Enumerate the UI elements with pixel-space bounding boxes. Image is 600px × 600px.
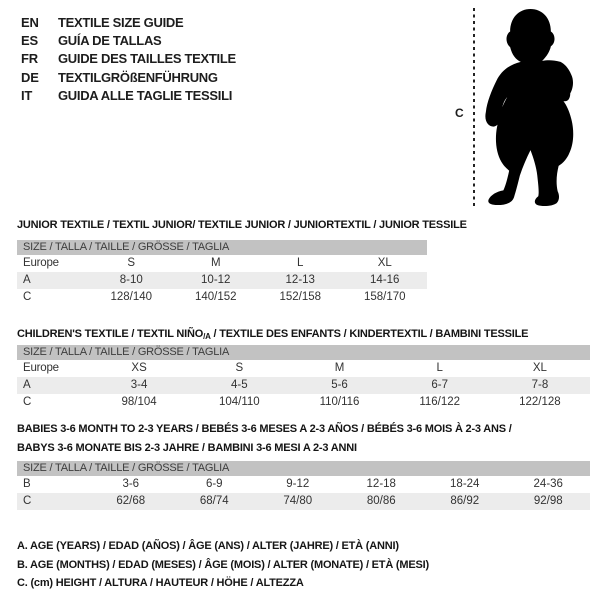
cell-value: 6-7 (431, 379, 449, 391)
lang-label: GUÍA DE TALLAS (58, 32, 162, 48)
table-row (17, 360, 590, 377)
table-row (17, 377, 590, 394)
cell-value: 9-12 (286, 478, 310, 490)
size-table-header: SIZE / TALLA / TAILLE / GRÖSSE / TAGLIA (17, 345, 590, 360)
cell-value: 8-10 (119, 274, 143, 286)
height-measure-label: C (455, 106, 464, 120)
lang-code: IT (21, 87, 33, 103)
row-label: A (23, 274, 31, 286)
cell-value: XL (377, 257, 392, 269)
cell-value: 116/122 (419, 396, 461, 408)
cell-value: S (127, 257, 136, 269)
height-measure-dashed-line (473, 8, 475, 207)
lang-label: TEXTILE SIZE GUIDE (58, 14, 184, 30)
cell-value: 3-6 (122, 478, 140, 490)
size-table-header: SIZE / TALLA / TAILLE / GRÖSSE / TAGLIA (17, 240, 427, 255)
row-label: C (23, 291, 32, 303)
cell-value: 92/98 (533, 495, 563, 507)
cell-value: 24-36 (533, 478, 563, 490)
cell-value: L (436, 362, 443, 374)
title-text: / TEXTILE DES ENFANTS / KINDERTEXTIL / BAMBINI TESSILE (210, 328, 529, 340)
cell-value: XL (532, 362, 547, 374)
cell-value: 152/158 (279, 291, 322, 303)
lang-code: EN (21, 14, 39, 30)
footnote-a: A. AGE (YEARS) / EDAD (AÑOS) / ÂGE (ANS) / ALTER (JAHRE) / ETÀ (ANNI) (17, 540, 399, 552)
table-body (17, 476, 590, 510)
lang-label: GUIDA ALLE TAGLIE TESSILI (58, 87, 233, 103)
cell-value: 7-8 (531, 379, 549, 391)
table-row (17, 289, 427, 306)
cell-value: 3-4 (130, 379, 148, 391)
cell-value: M (334, 362, 345, 374)
cell-value: 74/80 (283, 495, 313, 507)
babies-table-title (17, 421, 512, 456)
children-size-table (17, 345, 590, 411)
cell-value: 12-13 (285, 274, 315, 286)
cell-value: 18-24 (450, 478, 480, 490)
language-legend (21, 13, 236, 104)
title-text: JUNIOR TEXTILE / TEXTIL JUNIOR/ TEXTILE JUNIOR / JUNIORTEXTIL / JUNIOR TESSILE (17, 219, 467, 231)
cell-value: 104/110 (218, 396, 260, 408)
cell-value: 110/116 (319, 396, 360, 408)
title-text: BABIES 3-6 MONTH TO 2-3 YEARS / BEBÉS 3-6 MESES A 2-3 AÑOS / BÉBÉS 3-6 MOIS À 2-3 ANS / (17, 423, 512, 435)
row-label: C (23, 396, 32, 408)
cell-value: 158/170 (363, 291, 406, 303)
lang-row-fr (21, 50, 236, 68)
cell-value: 140/152 (194, 291, 237, 303)
row-label: Europe (23, 257, 59, 269)
row-label: B (23, 478, 31, 490)
table-body (17, 360, 590, 411)
cell-value: 122/128 (519, 396, 561, 408)
cell-value: M (210, 257, 221, 269)
footnotes (17, 537, 429, 593)
cell-value: S (235, 362, 244, 374)
table-row (17, 272, 427, 289)
cell-value: 10-12 (201, 274, 231, 286)
table-row (17, 394, 590, 411)
cell-value: 68/74 (199, 495, 229, 507)
children-table-title (17, 326, 528, 345)
table-row (17, 255, 427, 272)
cell-value: 6-9 (205, 478, 223, 490)
junior-size-table (17, 240, 427, 306)
lang-row-de (21, 68, 236, 86)
title-subscript: /A (203, 332, 211, 341)
title-text: CHILDREN'S TEXTILE / TEXTIL NIÑO (17, 328, 204, 340)
cell-value: XS (131, 362, 147, 374)
cell-value: 98/104 (121, 396, 157, 408)
cell-value: 4-5 (230, 379, 248, 391)
lang-label: TEXTILGRÖßENFÜHRUNG (58, 69, 218, 85)
cell-value: 14-16 (370, 274, 400, 286)
row-label: C (23, 495, 32, 507)
lang-code: FR (21, 51, 38, 67)
row-label: A (23, 379, 31, 391)
footnote-b: B. AGE (MONTHS) / EDAD (MESES) / ÂGE (MOIS) / ALTER (MONATE) / ETÀ (MESI) (17, 558, 429, 571)
lang-code: DE (21, 69, 39, 85)
lang-code: ES (21, 32, 38, 48)
table-body (17, 255, 427, 306)
row-label: Europe (23, 362, 59, 374)
cell-value: 12-18 (366, 478, 396, 490)
toddler-silhouette-icon (482, 6, 579, 207)
cell-value: 128/140 (110, 291, 153, 303)
cell-value: 5-6 (331, 379, 348, 391)
cell-value: L (297, 257, 304, 269)
footnote-c: C. (cm) HEIGHT / ALTURA / HAUTEUR / HÖHE / ALTEZZA (17, 577, 304, 590)
junior-table-title (17, 217, 467, 236)
title-line2: BABYS 3-6 MONATE BIS 2-3 JAHRE / BAMBINI 3-6 MESI A 2-3 ANNI (17, 442, 357, 454)
table-row (17, 493, 590, 510)
lang-row-it (21, 86, 236, 104)
lang-row-es (21, 31, 236, 49)
babies-size-table (17, 461, 590, 510)
lang-label: GUIDE DES TAILLES TEXTILE (58, 51, 236, 67)
cell-value: 86/92 (450, 495, 480, 507)
size-table-header: SIZE / TALLA / TAILLE / GRÖSSE / TAGLIA (17, 461, 590, 476)
cell-value: 62/68 (116, 495, 146, 507)
lang-row-en (21, 13, 236, 31)
table-row (17, 476, 590, 493)
cell-value: 80/86 (366, 495, 396, 507)
